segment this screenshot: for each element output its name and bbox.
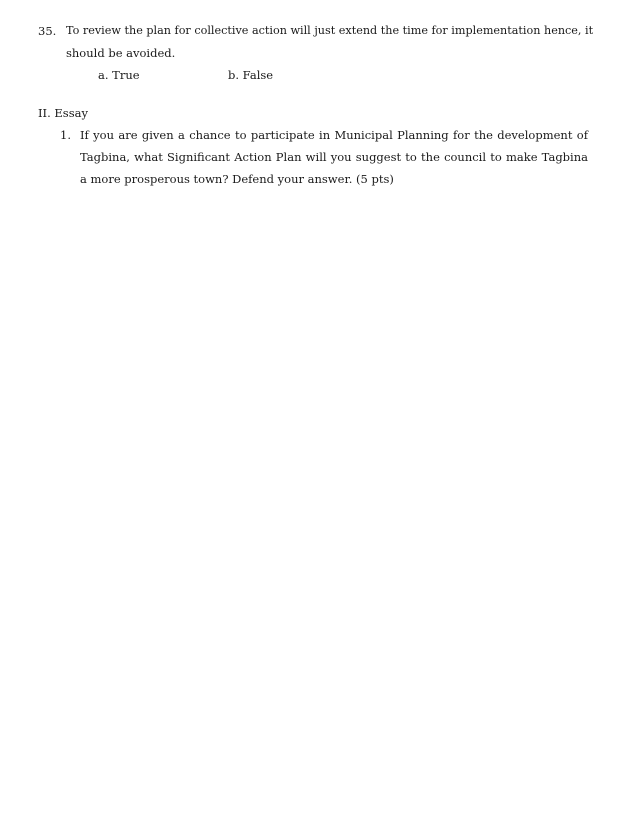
essay-item-number: 1.: [60, 128, 71, 142]
essay-item-text: If you are given a chance to participate in Municipal Planning for the development of Tagbina, what Significant Action Plan will you suggest to the council to make Tagbina a more prosperous town? Defend your answer. (5 pts): [80, 128, 588, 186]
question-35: [38, 20, 594, 86]
question-number: 35.: [38, 24, 57, 38]
essay-item-1: [60, 124, 588, 190]
question-35-line-1: [38, 20, 594, 42]
choice-a: a. True: [98, 68, 140, 82]
question-text: To review the plan for collective action will just extend the time for implementation hence, it: [66, 24, 594, 37]
answer-choices: [38, 64, 594, 86]
choice-b: b. False: [228, 68, 274, 82]
question-35-line-2: should be avoided.: [66, 46, 176, 60]
section-heading-essay: II. Essay: [38, 106, 88, 120]
